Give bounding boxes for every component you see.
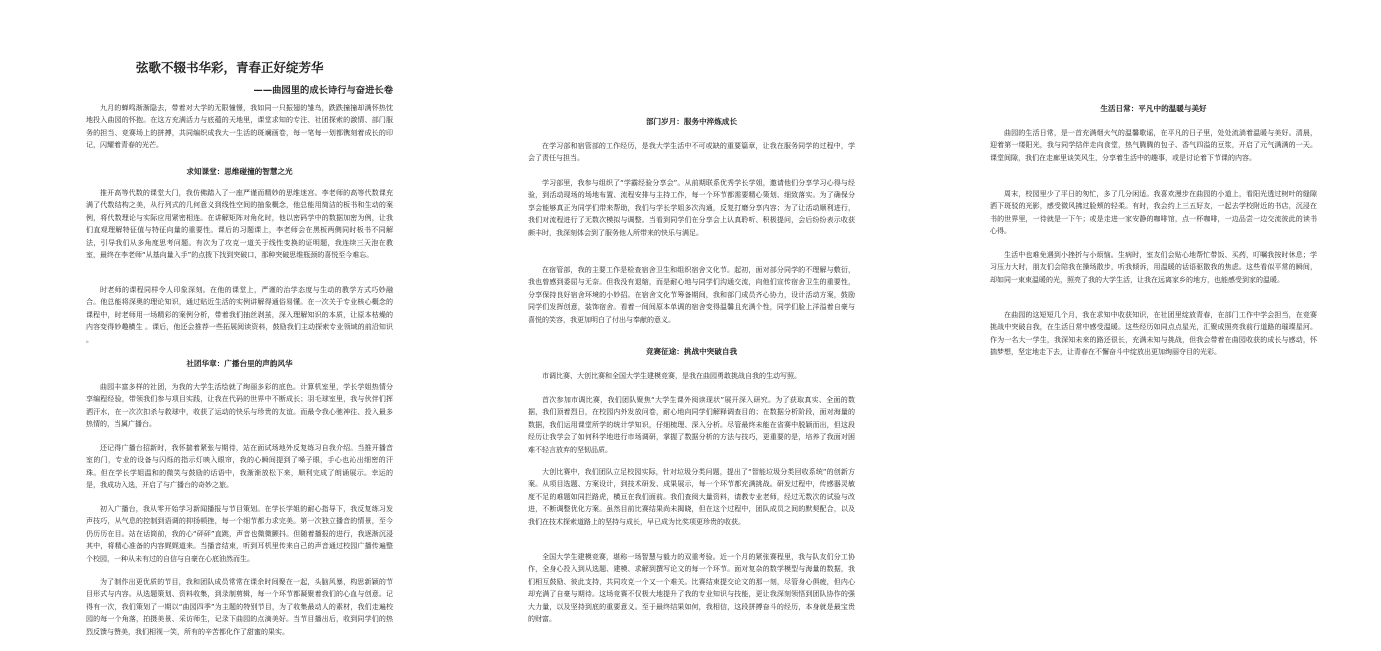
- section-heading-club: 社团华章：广播台里的声韵风华: [186, 359, 293, 368]
- section-heading-life: 生活日常：平凡中的温暖与美好: [1100, 104, 1207, 113]
- dept-paragraph-2: 学习部里，我参与组织了“学霸经验分享会”。从前期联系优秀学长学姐，邀请他们分享学习心得与经验，到活动现场的场地布置、流程安排与主持工作，每一个环节都需要精心策划、细致落实。为了确保分享会能够真正为同学们带来帮助，我们与学长学姐多次沟通，反复打磨分享内容；为了让活动顺利进行，我们对流程进行了无数次模拟与调整。当看到同学们在分享会上认真聆听、积极提问，会后纷纷表示收获颇丰时，我深刻体会到了服务他人所带来的快乐与满足。: [528, 179, 855, 237]
- study-paragraph-1: 推开高等代数的课堂大门，我仿佛踏入了一座严谨而精妙的思维迷宫。李老师的高等代数课充满了代数结构之美，从行列式的几何意义到线性空间的抽象概念，他总能用简洁的板书和生动的案例，将代数理论与实际应用紧密相连。在讲解矩阵对角化时，他以密码学中的数据加密为例，让我们直观理解特征值与特征向量的重要性。课后的习题课上，李老师会在黑板两侧同时板书不同解法，引导我们从多角度思考问题。有次为了攻克一道关于线性变换的证明题，我连续三天泡在教室，最终在李老师“从基向量入手”的点拨下找到突破口，那种突破思维瓶颈的喜悦至今难忘。: [86, 189, 393, 260]
- club-paragraph-4-start: 为了制作出更优质的节目，我和团队成员常常在课余时间聚在一起，头脑风暴，构思新颖的节目形式与内容。从选题策划、资料收集，到录制剪辑，每一个环节都凝聚着我们的心血与创意。记得有一次，我们策划了一期以“曲园四季”为主题的特别节目，为了收集最动人的素材，我们走遍校园的每一个角落，拍摄美景、采访师生，记录下曲园的点滴美好。当节目播出后，收到同学们的热烈反馈与赞美，我们相视一笑，所有的辛苦都化作了甜蜜的果实。: [86, 578, 393, 636]
- life-paragraph-4: 在曲园的这短短几个月，我在求知中收获知识，在社团里绽放青春，在部门工作中学会担当，在竞赛挑战中突破自我，在生活日常中感受温暖。这些经历如同点点星光，汇聚成照亮我前行道路的璀璨星河。作为一名大一学生，我深知未来的路还很长，充满未知与挑战，但我会带着在曲园收获的成长与感动，怀揣梦想，坚定地走下去，让青春在不懈奋斗中绽放出更加绚丽夺目的光彩。: [990, 311, 1317, 357]
- life-paragraph-1: 曲园的生活日常，是一首充满烟火气的温馨歌谣，在平凡的日子里，处处流淌着温暖与美好。清晨，迎着第一缕阳光，我与同学结伴走向食堂，热气腾腾的包子、香气四溢的豆浆，开启了元气满满的一天。课堂间隙，我们在走廊里谈笑风生，分享着生活中的趣事，或是讨论着下节课的内容。: [990, 129, 1317, 162]
- competition-paragraph-4-start: 全国大学生建模竞赛，堪称一场智慧与毅力的双重考验。近一个月的紧张赛程里，我与队友们分工协作，全身心投入到从选题、建模、求解到撰写论文的每一个环节。面对复杂的数学模型与海量的数据，我们相互鼓励、彼此支持，共同攻克一个又一个难关。比赛结束提交论文的那一刻，尽管身心俱疲，但内心却充满了自豪与期待。这场竞赛不仅极大地提升了我的专业知识与技能，更让我深刻领悟到团队协作的强大力量，以及坚持到底的重要意义。至于最终结果如何，我相信，这段拼搏奋斗的经历，本身就是最宝贵的财富。: [528, 553, 855, 624]
- club-paragraph-4-cont: [528, 53, 855, 103]
- section-heading-competition: 竞赛征途：挑战中突破自我: [645, 347, 738, 356]
- competition-paragraph-3: 大创比赛中，我们团队立足校园实际，针对垃圾分类问题，提出了“智能垃圾分类回收系统”的创新方案。从项目选题、方案设计，到技术研发、成果展示，每一个环节都充满挑战。研发过程中，传感器灵敏度不足的难题如同拦路虎，横亘在我们面前。我们查阅大量资料，请教专业老师，经过无数次的试验与改进，不断调整优化方案。虽然目前比赛结果尚未揭晓，但在这个过程中，团队成员之间的默契配合，以及我们在技术探索道路上的坚持与成长，早已成为比奖项更珍贵的收获。: [528, 468, 855, 526]
- life-paragraph-3: 生活中也难免遇到小挫折与小烦恼。生病时，室友们会贴心地帮忙带饭、买药，叮嘱我按时休息；学习压力大时，朋友们会陪我在操场散步，听我倾诉，用温暖的话语驱散我的焦虑。这些看似平常的瞬间，却如同一束束温暖的光，照亮了我的大学生活，让我在远离家乡的地方，也能感受到家的温暖。: [990, 251, 1317, 284]
- intro-paragraph: 九月的蝉鸣渐渐隐去，带着对大学的无限憧憬，我如同一只振翅的雏鸟，跌跌撞撞却满怀热忱地投入曲园的怀抱。在这方充满活力与底蕴的天地里，课堂求知的专注、社团探索的激情、部门服务的担当、竞赛场上的拼搏，共同编织成我大一生活的斑斓画卷，每一笔每一划都镌刻着成长的印记，闪耀着青春的光芒。: [86, 104, 393, 150]
- competition-paragraph-2: 首次参加市调比赛，我们团队聚焦“大学生课外阅读现状”展开深入研究。为了获取真实、全面的数据，我们顶着烈日，在校园内外发放问卷，耐心地向同学们解释调查目的；在数据分析阶段，面对海量的数据，我们运用课堂所学的统计学知识，仔细梳理、深入分析。尽管最终未能在省赛中脱颖而出，但这段经历让我学会了如何科学地进行市场调研，掌握了数据分析的方法与技巧，更重要的是，培养了我面对困难不轻言放弃的坚韧品质。: [528, 396, 855, 454]
- document-subtitle: ——曲园里的成长诗行与奋进长卷: [253, 85, 393, 96]
- section-heading-dept: 部门岁月：服务中淬炼成长: [645, 117, 738, 126]
- dept-paragraph-1: 在学习部和宿管部的工作经历，是我大学生活中不可或缺的重要篇章，让我在服务同学的过程中，学会了责任与担当。: [528, 142, 855, 163]
- study-paragraph-2: 时老师的课程同样令人印象深刻。在他的课堂上，严谨的治学态度与生动的教学方式巧妙融合。他总能将深奥的理论知识，通过贴近生活的实例讲解得通俗易懂。在一次关于专业核心概念的课程中，时老师用一场精彩的案例分析，带着我们抽丝剥茧，深入理解知识的本质，让原本枯燥的内容变得妙趣横生 。课后，他还会推荐一些拓展阅读资料，鼓励我们主动探索专业领域的前沿知识 。: [86, 286, 393, 344]
- section-heading-study: 求知课堂：思维碰撞的智慧之光: [186, 167, 293, 176]
- life-paragraph-2: 周末，校园里少了平日的匆忙，多了几分闲适。我喜欢漫步在曲园的小道上，看阳光透过树叶的缝隙洒下斑驳的光影，感受微风拂过脸颊的轻柔。有时，我会约上三五好友，一起去学校附近的书店，沉浸在书的世界里，一待就是一下午；或是走进一家安静的咖啡馆，点一杯咖啡，一边品尝一边交流彼此的读书心得。: [990, 190, 1317, 236]
- document-title: 弦歌不辍书华彩，青春正好绽芳华: [136, 60, 324, 75]
- club-paragraph-3: 初入广播台，我从零开始学习新闻播报与节目策划。在学长学姐的耐心指导下，我反复练习发声技巧，从气息的控制到语调的抑扬顿挫，每一个细节都力求完美。第一次独立播音的情景，至今仍历历在目。站在话筒前，我的心“砰砰”直跳，声音也微微颤抖。但随着播报的进行，我逐渐沉浸其中，将精心准备的内容娓娓道来。当播音结束，听到耳机里传来自己的声音通过校园广播传遍整个校园，一种从未有过的自信与自豪在心底油然而生。: [86, 505, 393, 563]
- club-paragraph-1: 曲园丰富多样的社团，为我的大学生活绘就了绚丽多彩的底色。计算机室里，学长学姐热情分享编程经验，带领我们参与项目实践，让我在代码的世界中不断成长；羽毛球室里，我与伙伴们挥洒汗水，在一次次扣杀与救球中，收获了运动的快乐与珍贵的友谊。而最令我心驰神往、投入最多热情的，当属广播台。: [86, 383, 393, 429]
- competition-paragraph-4-cont: [990, 53, 1317, 90]
- competition-paragraph-1: 市调比赛、大创比赛和全国大学生建模竞赛，是我在曲园勇敢挑战自我的生动写照。: [542, 372, 801, 380]
- club-paragraph-2: 还记得广播台招新时，我怀揣着紧张与期待，站在面试场地外反复练习自我介绍。当推开播音室的门，专业的设备与闪烁的指示灯映入眼帘，我的心瞬间提到了嗓子眼，手心也沁出细密的汗珠。但在学长学姐温和的微笑与鼓励的话语中，我渐渐放松下来，顺利完成了朗诵展示。幸运的是，我成功入选，开启了与广播台的奇妙之旅。: [86, 444, 393, 490]
- dept-paragraph-3: 在宿管部，我的主要工作是检查宿舍卫生和组织宿舍文化节。起初，面对部分同学的不理解与敷衍，我也曾感到委屈与无奈。但我没有退缩，而是耐心地与同学们沟通交流，向他们宣传宿舍卫生的重要性，分享保持良好宿舍环境的小妙招。在宿舍文化节筹备期间，我和部门成员齐心协力，设计活动方案，鼓励同学们发挥创意，装饰宿舍。看着一间间原本单调的宿舍变得温馨且充满个性，同学们脸上洋溢着自豪与喜悦的笑容，我更加明白了付出与奉献的意义。: [528, 266, 855, 324]
